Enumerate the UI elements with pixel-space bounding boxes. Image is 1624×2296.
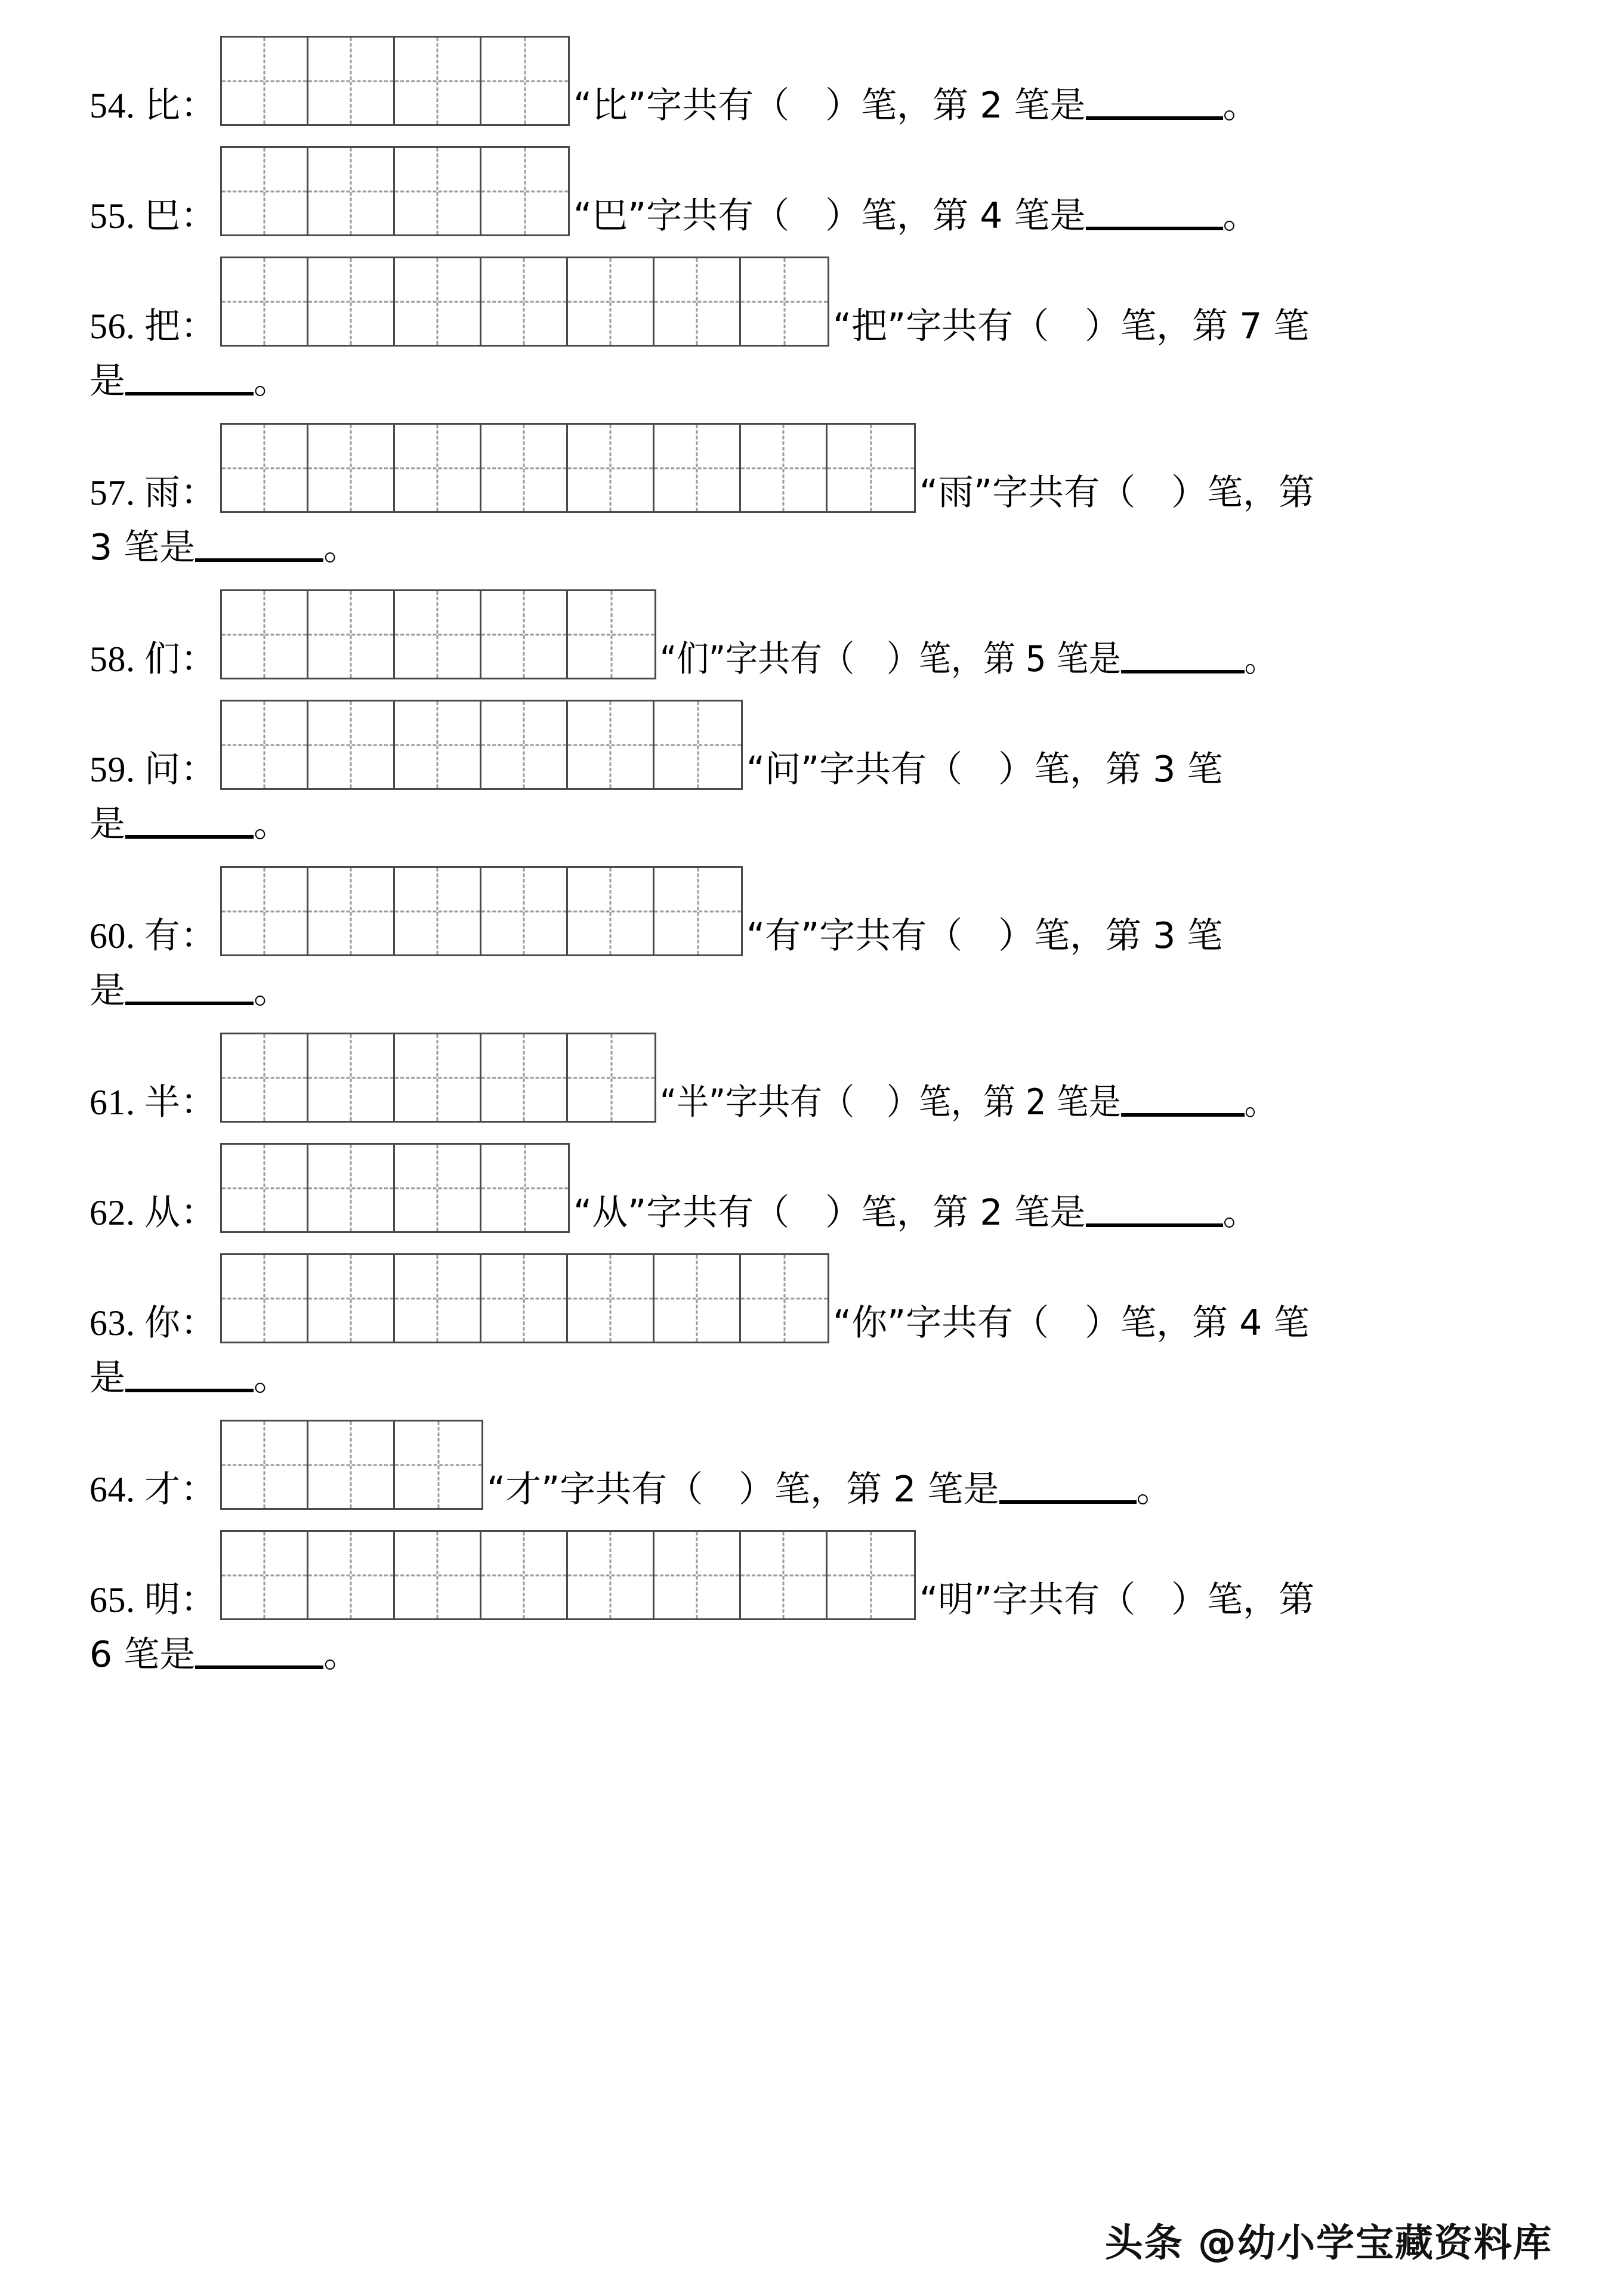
tianzige-cell[interactable] — [222, 1255, 308, 1342]
tianzige-cell[interactable] — [308, 868, 395, 954]
sentence-terminator: 。 — [323, 1634, 360, 1676]
continuation-text: 3 笔是 — [89, 527, 196, 568]
tianzige-grid[interactable] — [220, 1420, 483, 1510]
question-text — [573, 195, 1259, 237]
tianzige-cell[interactable] — [308, 1034, 395, 1121]
tianzige-cell[interactable] — [222, 258, 308, 345]
tianzige-cell[interactable] — [222, 148, 308, 234]
footer-watermark: 头条 @幼小学宝藏资料库 — [1104, 2221, 1552, 2266]
tianzige-cell[interactable] — [654, 1255, 741, 1342]
tianzige-cell[interactable] — [654, 1532, 741, 1618]
tianzige-cell[interactable] — [481, 258, 568, 345]
question-label: 60. 有： — [89, 916, 217, 956]
tianzige-grid[interactable] — [220, 1253, 829, 1343]
question-text — [746, 749, 1223, 790]
tianzige-cell[interactable] — [481, 1532, 568, 1618]
question-row — [89, 866, 1539, 956]
question-label: 65. 明： — [89, 1580, 217, 1620]
tianzige-grid[interactable] — [220, 1033, 656, 1123]
answer-blank[interactable] — [195, 558, 323, 562]
tianzige-cell[interactable] — [481, 868, 568, 954]
tianzige-cell[interactable] — [308, 1532, 395, 1618]
tianzige-cell[interactable] — [308, 1422, 395, 1508]
tianzige-grid[interactable] — [220, 700, 743, 790]
tianzige-cell[interactable] — [308, 38, 395, 124]
sentence-terminator: 。 — [1222, 85, 1259, 126]
tianzige-cell[interactable] — [481, 148, 568, 234]
tianzige-cell[interactable] — [568, 258, 654, 345]
sentence-terminator: 。 — [1222, 195, 1259, 237]
tianzige-cell[interactable] — [395, 868, 481, 954]
question-list — [89, 36, 1539, 1696]
question-sentence: “巴”字共有（ ）笔，第 4 笔是 — [573, 195, 1086, 237]
question-sentence: “半”字共有（ ）笔，第 2 笔是 — [660, 1081, 1121, 1123]
question-label: 63. 你： — [89, 1303, 217, 1343]
tianzige-cell[interactable] — [308, 1255, 395, 1342]
tianzige-cell[interactable] — [568, 591, 654, 678]
answer-blank[interactable] — [1086, 227, 1223, 230]
question-continuation — [89, 360, 1539, 402]
tianzige-cell[interactable] — [568, 1532, 654, 1618]
question-label: 54. 比： — [89, 86, 217, 125]
answer-blank[interactable] — [125, 1002, 254, 1005]
tianzige-cell[interactable] — [395, 38, 481, 124]
tianzige-cell[interactable] — [395, 1255, 481, 1342]
continuation-text: 是 — [89, 804, 125, 845]
tianzige-cell[interactable] — [395, 1422, 481, 1508]
tianzige-cell[interactable] — [481, 1255, 568, 1342]
answer-blank[interactable] — [999, 1500, 1137, 1504]
tianzige-cell[interactable] — [568, 868, 654, 954]
tianzige-cell[interactable] — [308, 425, 395, 511]
tianzige-cell[interactable] — [222, 591, 308, 678]
question-row — [89, 589, 1539, 679]
tianzige-cell[interactable] — [395, 425, 481, 511]
tianzige-grid[interactable] — [220, 866, 743, 956]
answer-blank[interactable] — [1086, 116, 1223, 120]
question-row — [89, 1420, 1539, 1510]
question-text — [833, 305, 1310, 347]
tianzige-cell[interactable] — [395, 1034, 481, 1121]
tianzige-cell[interactable] — [481, 38, 568, 124]
tianzige-cell[interactable] — [222, 702, 308, 788]
answer-blank[interactable] — [1121, 670, 1245, 673]
question-row — [89, 1143, 1539, 1233]
question-sentence: “把”字共有（ ）笔，第 7 笔 — [833, 305, 1310, 347]
tianzige-grid[interactable] — [220, 423, 916, 513]
tianzige-cell[interactable] — [741, 425, 828, 511]
tianzige-cell[interactable] — [568, 702, 654, 788]
answer-blank[interactable] — [125, 392, 254, 395]
tianzige-cell[interactable] — [481, 1034, 568, 1121]
tianzige-grid[interactable] — [220, 257, 829, 347]
answer-blank[interactable] — [125, 835, 254, 839]
question-continuation — [89, 804, 1539, 845]
question-sentence: “有”字共有（ ）笔，第 3 笔 — [746, 915, 1223, 957]
question-sentence: “明”字共有（ ）笔，第 — [919, 1579, 1315, 1621]
tianzige-cell[interactable] — [222, 868, 308, 954]
tianzige-cell[interactable] — [481, 1145, 568, 1231]
answer-blank[interactable] — [125, 1389, 254, 1392]
question-continuation — [89, 1357, 1539, 1399]
tianzige-cell[interactable] — [395, 148, 481, 234]
tianzige-cell[interactable] — [741, 1532, 828, 1618]
question-label: 59. 问： — [89, 750, 217, 789]
tianzige-cell[interactable] — [654, 425, 741, 511]
question-continuation — [89, 527, 1539, 568]
tianzige-cell[interactable] — [395, 258, 481, 345]
question-label: 58. 们： — [89, 639, 217, 679]
tianzige-cell[interactable] — [222, 38, 308, 124]
tianzige-cell[interactable] — [395, 1532, 481, 1618]
sentence-terminator: 。 — [1244, 638, 1277, 680]
continuation-text: 是 — [89, 360, 125, 402]
question-sentence: “比”字共有（ ）笔，第 2 笔是 — [573, 85, 1086, 126]
question-label: 57. 雨： — [89, 473, 217, 512]
question-sentence: “才”字共有（ ）笔，第 2 笔是 — [487, 1469, 999, 1510]
question-continuation — [89, 970, 1539, 1012]
tianzige-cell[interactable] — [828, 1532, 914, 1618]
tianzige-cell[interactable] — [308, 148, 395, 234]
continuation-text: 是 — [89, 970, 125, 1012]
tianzige-cell[interactable] — [481, 425, 568, 511]
sentence-terminator: 。 — [1222, 1192, 1259, 1234]
question-label: 61. 半： — [89, 1083, 217, 1122]
sentence-terminator: 。 — [254, 1357, 289, 1399]
question-text — [660, 1081, 1277, 1123]
question-label: 64. 才： — [89, 1470, 217, 1509]
tianzige-cell[interactable] — [654, 258, 741, 345]
sentence-terminator: 。 — [254, 360, 289, 402]
continuation-text: 6 笔是 — [89, 1634, 196, 1676]
tianzige-cell[interactable] — [222, 1145, 308, 1231]
question-text — [660, 638, 1277, 680]
answer-blank[interactable] — [1086, 1223, 1223, 1227]
tianzige-cell[interactable] — [481, 591, 568, 678]
question-sentence: “你”字共有（ ）笔，第 4 笔 — [833, 1302, 1310, 1344]
sentence-terminator: 。 — [1136, 1469, 1172, 1510]
question-text — [573, 85, 1259, 126]
tianzige-grid[interactable] — [220, 589, 656, 679]
answer-blank[interactable] — [195, 1665, 323, 1669]
continuation-text: 是 — [89, 1357, 125, 1399]
question-row — [89, 1530, 1539, 1620]
tianzige-cell[interactable] — [308, 591, 395, 678]
tianzige-cell[interactable] — [308, 1145, 395, 1231]
question-sentence: “们”字共有（ ）笔，第 5 笔是 — [660, 638, 1121, 680]
question-sentence: “从”字共有（ ）笔，第 2 笔是 — [573, 1192, 1086, 1234]
question-text — [833, 1302, 1310, 1344]
question-text — [573, 1192, 1259, 1234]
tianzige-cell[interactable] — [741, 258, 828, 345]
tianzige-grid[interactable] — [220, 146, 570, 236]
answer-blank[interactable] — [1121, 1113, 1245, 1117]
question-row — [89, 700, 1539, 790]
question-text — [919, 1579, 1315, 1621]
sentence-terminator: 。 — [254, 804, 289, 845]
question-row — [89, 36, 1539, 126]
tianzige-cell[interactable] — [741, 1255, 828, 1342]
tianzige-cell[interactable] — [222, 1034, 308, 1121]
tianzige-cell[interactable] — [308, 258, 395, 345]
tianzige-grid[interactable] — [220, 1143, 570, 1233]
question-text — [746, 915, 1223, 957]
question-label: 55. 巴： — [89, 196, 217, 236]
sentence-terminator: 。 — [1244, 1081, 1277, 1123]
question-sentence: “雨”字共有（ ）笔，第 — [919, 472, 1315, 514]
tianzige-cell[interactable] — [395, 591, 481, 678]
tianzige-cell[interactable] — [308, 702, 395, 788]
question-continuation — [89, 1634, 1539, 1676]
question-row — [89, 1033, 1539, 1123]
question-text — [919, 472, 1315, 514]
question-text — [487, 1469, 1172, 1510]
question-row — [89, 257, 1539, 347]
question-label: 56. 把： — [89, 307, 217, 346]
tianzige-cell[interactable] — [828, 425, 914, 511]
tianzige-cell[interactable] — [654, 868, 741, 954]
tianzige-cell[interactable] — [568, 1034, 654, 1121]
tianzige-cell[interactable] — [222, 1532, 308, 1618]
question-sentence: “问”字共有（ ）笔，第 3 笔 — [746, 749, 1223, 790]
tianzige-cell[interactable] — [568, 1255, 654, 1342]
tianzige-cell[interactable] — [568, 425, 654, 511]
question-row — [89, 146, 1539, 236]
question-label: 62. 从： — [89, 1193, 217, 1232]
sentence-terminator: 。 — [323, 527, 360, 568]
question-row — [89, 423, 1539, 513]
tianzige-cell[interactable] — [222, 1422, 308, 1508]
tianzige-cell[interactable] — [481, 702, 568, 788]
tianzige-grid[interactable] — [220, 36, 570, 126]
sentence-terminator: 。 — [254, 970, 289, 1012]
tianzige-cell[interactable] — [395, 702, 481, 788]
tianzige-cell[interactable] — [222, 425, 308, 511]
tianzige-cell[interactable] — [654, 702, 741, 788]
tianzige-cell[interactable] — [395, 1145, 481, 1231]
tianzige-grid[interactable] — [220, 1530, 916, 1620]
question-row — [89, 1253, 1539, 1343]
